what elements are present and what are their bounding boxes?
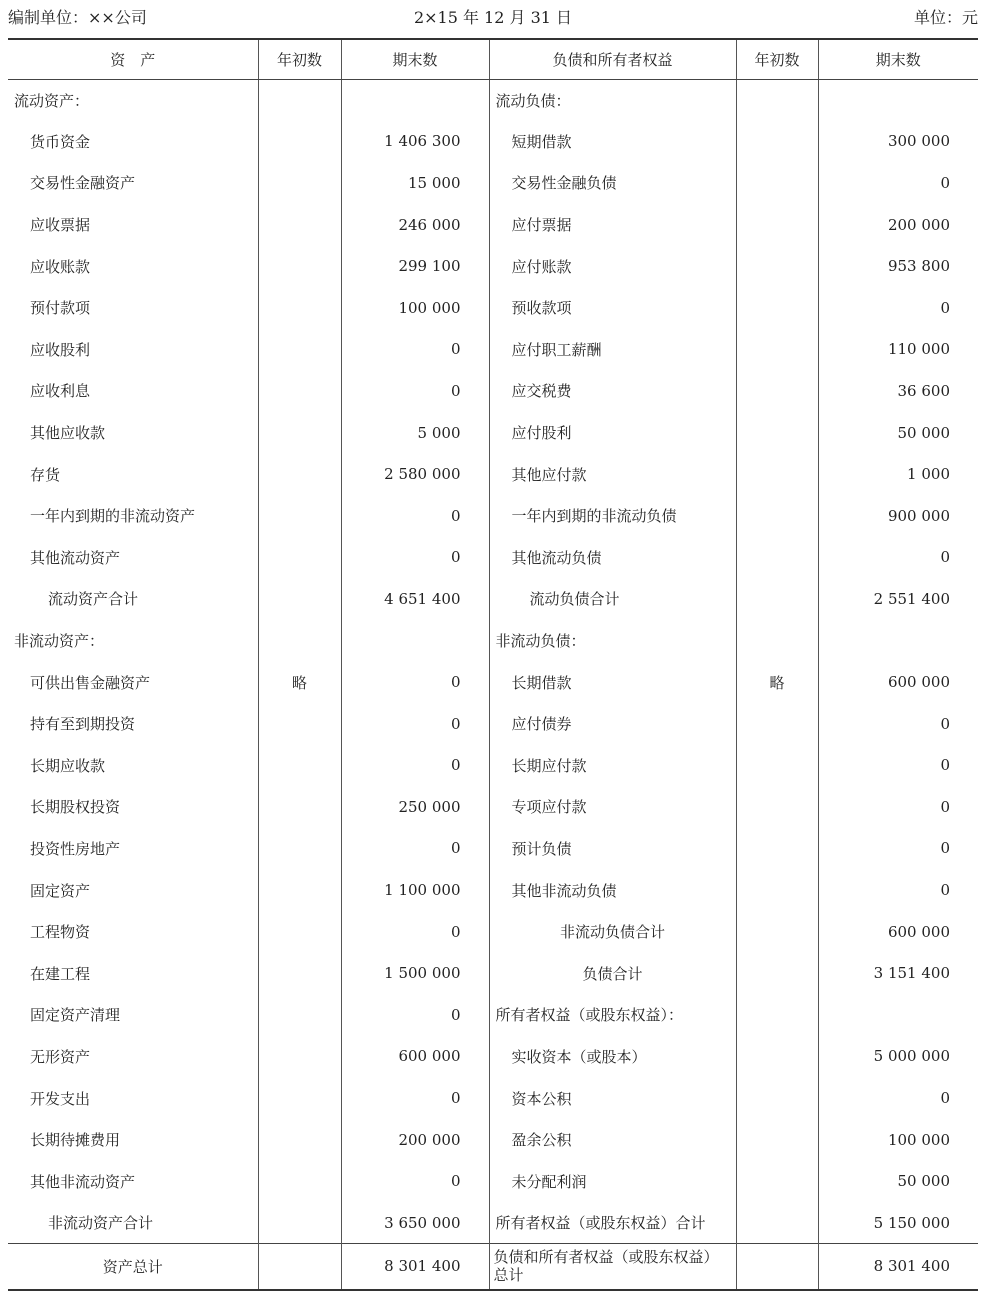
asset-begin-value	[258, 1036, 341, 1078]
liability-item-label: 长期借款	[489, 661, 736, 703]
liability-end-value: 2 551 400	[818, 578, 978, 620]
asset-begin-value	[258, 453, 341, 495]
liability-item-label: 交易性金融负债	[489, 162, 736, 204]
liability-end-value: 300 000	[818, 121, 978, 163]
liability-end-value: 0	[818, 828, 978, 870]
table-row	[8, 121, 978, 163]
balance-sheet-table	[8, 38, 978, 1291]
liability-end-value: 0	[818, 786, 978, 828]
table-header-row	[8, 39, 978, 79]
asset-begin-value	[258, 287, 341, 329]
liab-equity-total-end: 8 301 400	[818, 1244, 978, 1290]
liability-item-label: 非流动负债：	[489, 620, 736, 662]
liability-end-value: 3 151 400	[818, 952, 978, 994]
liability-begin-value: 略	[736, 661, 818, 703]
liability-begin-value	[736, 1119, 818, 1161]
table-row	[8, 620, 978, 662]
liability-end-value: 0	[818, 703, 978, 745]
liability-item-label: 其他流动负债	[489, 537, 736, 579]
table-body	[8, 79, 978, 1244]
asset-end-value: 0	[341, 495, 489, 537]
asset-begin-value	[258, 869, 341, 911]
asset-begin-value	[258, 828, 341, 870]
asset-begin-value	[258, 537, 341, 579]
asset-begin-value	[258, 1077, 341, 1119]
asset-end-value: 15 000	[341, 162, 489, 204]
asset-begin-value	[258, 1202, 341, 1244]
table-row	[8, 329, 978, 371]
asset-end-value: 0	[341, 911, 489, 953]
asset-item-label: 流动资产：	[14, 91, 90, 110]
liability-end-value: 50 000	[818, 412, 978, 454]
liability-item-label: 负债合计	[489, 952, 736, 994]
asset-end-value: 5 000	[341, 412, 489, 454]
asset-end-value: 0	[341, 703, 489, 745]
liability-item-label: 实收资本（或股本）	[489, 1036, 736, 1078]
table-row	[8, 245, 978, 287]
liability-item-label: 未分配利润	[489, 1160, 736, 1202]
liability-end-value: 200 000	[818, 204, 978, 246]
asset-total-label: 资产总计	[8, 1244, 258, 1290]
asset-item-label: 交易性金融资产	[30, 174, 136, 193]
liability-item-label: 应付债券	[489, 703, 736, 745]
liability-item-label: 应交税费	[489, 370, 736, 412]
asset-end-value: 0	[341, 537, 489, 579]
table-row	[8, 661, 978, 703]
asset-item-label: 存货	[30, 465, 61, 484]
liability-begin-value	[736, 911, 818, 953]
table-row	[8, 1077, 978, 1119]
preparer-label: 编制单位：××公司	[8, 8, 147, 27]
asset-begin-value	[258, 1119, 341, 1161]
liability-item-label: 资本公积	[489, 1077, 736, 1119]
asset-begin-value	[258, 245, 341, 287]
asset-begin-value: 略	[258, 661, 341, 703]
liability-end-value: 0	[818, 745, 978, 787]
asset-item-label: 持有至到期投资	[30, 715, 136, 734]
liability-begin-value	[736, 1160, 818, 1202]
asset-item-label: 固定资产清理	[30, 1006, 121, 1025]
liability-item-label: 流动负债合计	[489, 578, 736, 620]
asset-end-value: 2 580 000	[341, 453, 489, 495]
asset-end-value: 1 406 300	[341, 121, 489, 163]
asset-total-begin	[258, 1244, 341, 1290]
asset-item-label: 应收利息	[30, 382, 91, 401]
asset-item-label: 无形资产	[30, 1047, 91, 1066]
asset-end-value: 246 000	[341, 204, 489, 246]
liability-item-label: 盈余公积	[489, 1119, 736, 1161]
asset-end-value: 4 651 400	[341, 578, 489, 620]
table-row	[8, 911, 978, 953]
asset-begin-value	[258, 786, 341, 828]
asset-begin-value	[258, 994, 341, 1036]
asset-end-value	[341, 620, 489, 662]
table-row	[8, 287, 978, 329]
liability-item-label: 应付股利	[489, 412, 736, 454]
liab-equity-total-label: 负债和所有者权益（或股东权益）总计	[489, 1244, 736, 1290]
liability-begin-value	[736, 578, 818, 620]
asset-begin-value	[258, 952, 341, 994]
asset-item-label: 应收账款	[30, 257, 91, 276]
asset-begin-value	[258, 412, 341, 454]
liability-end-value: 900 000	[818, 495, 978, 537]
asset-end-value: 0	[341, 329, 489, 371]
asset-item-label: 其他非流动资产	[30, 1172, 136, 1191]
liability-begin-value	[736, 79, 818, 121]
liability-begin-value	[736, 287, 818, 329]
liability-end-value: 1 000	[818, 453, 978, 495]
total-row	[8, 1244, 978, 1290]
table-row	[8, 370, 978, 412]
liability-end-value: 953 800	[818, 245, 978, 287]
asset-begin-value	[258, 578, 341, 620]
asset-end-value: 600 000	[341, 1036, 489, 1078]
asset-begin-value	[258, 745, 341, 787]
liability-begin-value	[736, 703, 818, 745]
table-row	[8, 537, 978, 579]
asset-item-label: 非流动资产合计	[48, 1214, 154, 1233]
asset-item-label: 非流动资产：	[14, 632, 105, 651]
liability-begin-value	[736, 1202, 818, 1244]
asset-end-value: 0	[341, 370, 489, 412]
col-header-end: 期末数	[341, 39, 489, 79]
liability-begin-value	[736, 745, 818, 787]
liability-end-value: 0	[818, 537, 978, 579]
liability-begin-value	[736, 952, 818, 994]
asset-item-label: 预付款项	[30, 299, 91, 318]
liability-begin-value	[736, 1036, 818, 1078]
asset-end-value: 200 000	[341, 1119, 489, 1161]
table-row	[8, 204, 978, 246]
liability-begin-value	[736, 620, 818, 662]
col-header-end: 期末数	[818, 39, 978, 79]
asset-item-label: 货币资金	[30, 132, 91, 151]
asset-item-label: 工程物资	[30, 923, 91, 942]
table-row	[8, 703, 978, 745]
table-row	[8, 453, 978, 495]
liability-begin-value	[736, 869, 818, 911]
liability-item-label: 一年内到期的非流动负债	[489, 495, 736, 537]
asset-end-value: 250 000	[341, 786, 489, 828]
asset-end-value: 0	[341, 1160, 489, 1202]
table-row	[8, 79, 978, 121]
asset-item-label: 可供出售金融资产	[30, 673, 151, 692]
table-row	[8, 1119, 978, 1161]
asset-end-value: 100 000	[341, 287, 489, 329]
liability-begin-value	[736, 204, 818, 246]
asset-begin-value	[258, 121, 341, 163]
liability-begin-value	[736, 1077, 818, 1119]
asset-item-label: 应收票据	[30, 216, 91, 235]
table-row	[8, 162, 978, 204]
liability-item-label: 其他非流动负债	[489, 869, 736, 911]
liability-begin-value	[736, 370, 818, 412]
liability-end-value	[818, 79, 978, 121]
asset-end-value: 0	[341, 994, 489, 1036]
asset-begin-value	[258, 1160, 341, 1202]
asset-end-value: 0	[341, 745, 489, 787]
liability-end-value: 100 000	[818, 1119, 978, 1161]
asset-end-value: 1 100 000	[341, 869, 489, 911]
asset-item-label: 长期应收款	[30, 756, 106, 775]
asset-begin-value	[258, 329, 341, 371]
col-header-liabilities: 负债和所有者权益	[489, 39, 736, 79]
liability-begin-value	[736, 828, 818, 870]
asset-begin-value	[258, 703, 341, 745]
table-row	[8, 1036, 978, 1078]
asset-item-label: 应收股利	[30, 340, 91, 359]
asset-item-label: 固定资产	[30, 881, 91, 900]
liability-end-value: 110 000	[818, 329, 978, 371]
asset-begin-value	[258, 620, 341, 662]
table-row	[8, 495, 978, 537]
liability-end-value: 50 000	[818, 1160, 978, 1202]
liability-item-label: 应付职工薪酬	[489, 329, 736, 371]
liability-begin-value	[736, 537, 818, 579]
liability-begin-value	[736, 453, 818, 495]
liability-item-label: 长期应付款	[489, 745, 736, 787]
table-row	[8, 828, 978, 870]
liab-equity-total-begin	[736, 1244, 818, 1290]
liability-begin-value	[736, 329, 818, 371]
liability-begin-value	[736, 245, 818, 287]
asset-item-label: 其他应收款	[30, 424, 106, 443]
liability-item-label: 非流动负债合计	[489, 911, 736, 953]
liability-end-value	[818, 620, 978, 662]
asset-begin-value	[258, 79, 341, 121]
col-header-begin: 年初数	[258, 39, 341, 79]
asset-item-label: 投资性房地产	[30, 839, 121, 858]
table-row	[8, 952, 978, 994]
liability-begin-value	[736, 495, 818, 537]
table-row	[8, 1202, 978, 1244]
report-date: 2×15 年 12 月 31 日	[413, 8, 573, 27]
liability-item-label: 应付账款	[489, 245, 736, 287]
liability-end-value: 5 150 000	[818, 1202, 978, 1244]
table-row	[8, 994, 978, 1036]
table-row	[8, 412, 978, 454]
liability-end-value	[818, 994, 978, 1036]
liability-item-label: 应付票据	[489, 204, 736, 246]
asset-end-value: 0	[341, 1077, 489, 1119]
liability-item-label: 短期借款	[489, 121, 736, 163]
asset-item-label: 流动资产合计	[48, 590, 139, 609]
liability-item-label: 预计负债	[489, 828, 736, 870]
asset-item-label: 在建工程	[30, 964, 91, 983]
liability-begin-value	[736, 162, 818, 204]
asset-begin-value	[258, 370, 341, 412]
liability-item-label: 专项应付款	[489, 786, 736, 828]
asset-total-end: 8 301 400	[341, 1244, 489, 1290]
asset-item-label: 一年内到期的非流动资产	[30, 507, 196, 526]
asset-end-value	[341, 79, 489, 121]
table-row	[8, 745, 978, 787]
liability-end-value: 600 000	[818, 911, 978, 953]
asset-end-value: 1 500 000	[341, 952, 489, 994]
col-header-assets: 资 产	[8, 39, 258, 79]
liability-end-value: 0	[818, 869, 978, 911]
unit-label: 单位：元	[913, 8, 978, 27]
liability-end-value: 0	[818, 162, 978, 204]
asset-begin-value	[258, 911, 341, 953]
table-row	[8, 869, 978, 911]
liability-item-label: 预收款项	[489, 287, 736, 329]
liability-item-label: 所有者权益（或股东权益）合计	[489, 1202, 736, 1244]
liability-item-label: 流动负债：	[489, 79, 736, 121]
liability-begin-value	[736, 121, 818, 163]
asset-begin-value	[258, 162, 341, 204]
liability-begin-value	[736, 994, 818, 1036]
asset-end-value: 299 100	[341, 245, 489, 287]
asset-item-label: 其他流动资产	[30, 548, 121, 567]
asset-item-label: 长期股权投资	[30, 798, 121, 817]
col-header-begin: 年初数	[736, 39, 818, 79]
table-row	[8, 1160, 978, 1202]
asset-begin-value	[258, 204, 341, 246]
liability-end-value: 0	[818, 287, 978, 329]
asset-end-value: 0	[341, 661, 489, 703]
liability-item-label: 所有者权益（或股东权益）：	[489, 994, 736, 1036]
liability-end-value: 5 000 000	[818, 1036, 978, 1078]
asset-end-value: 3 650 000	[341, 1202, 489, 1244]
liability-end-value: 36 600	[818, 370, 978, 412]
report-header	[0, 0, 986, 30]
liability-begin-value	[736, 412, 818, 454]
asset-begin-value	[258, 495, 341, 537]
liability-begin-value	[736, 786, 818, 828]
table-row	[8, 578, 978, 620]
asset-item-label: 开发支出	[30, 1089, 91, 1108]
liability-item-label: 其他应付款	[489, 453, 736, 495]
liability-end-value: 0	[818, 1077, 978, 1119]
asset-end-value: 0	[341, 828, 489, 870]
asset-item-label: 长期待摊费用	[30, 1131, 121, 1150]
table-row	[8, 786, 978, 828]
liability-end-value: 600 000	[818, 661, 978, 703]
